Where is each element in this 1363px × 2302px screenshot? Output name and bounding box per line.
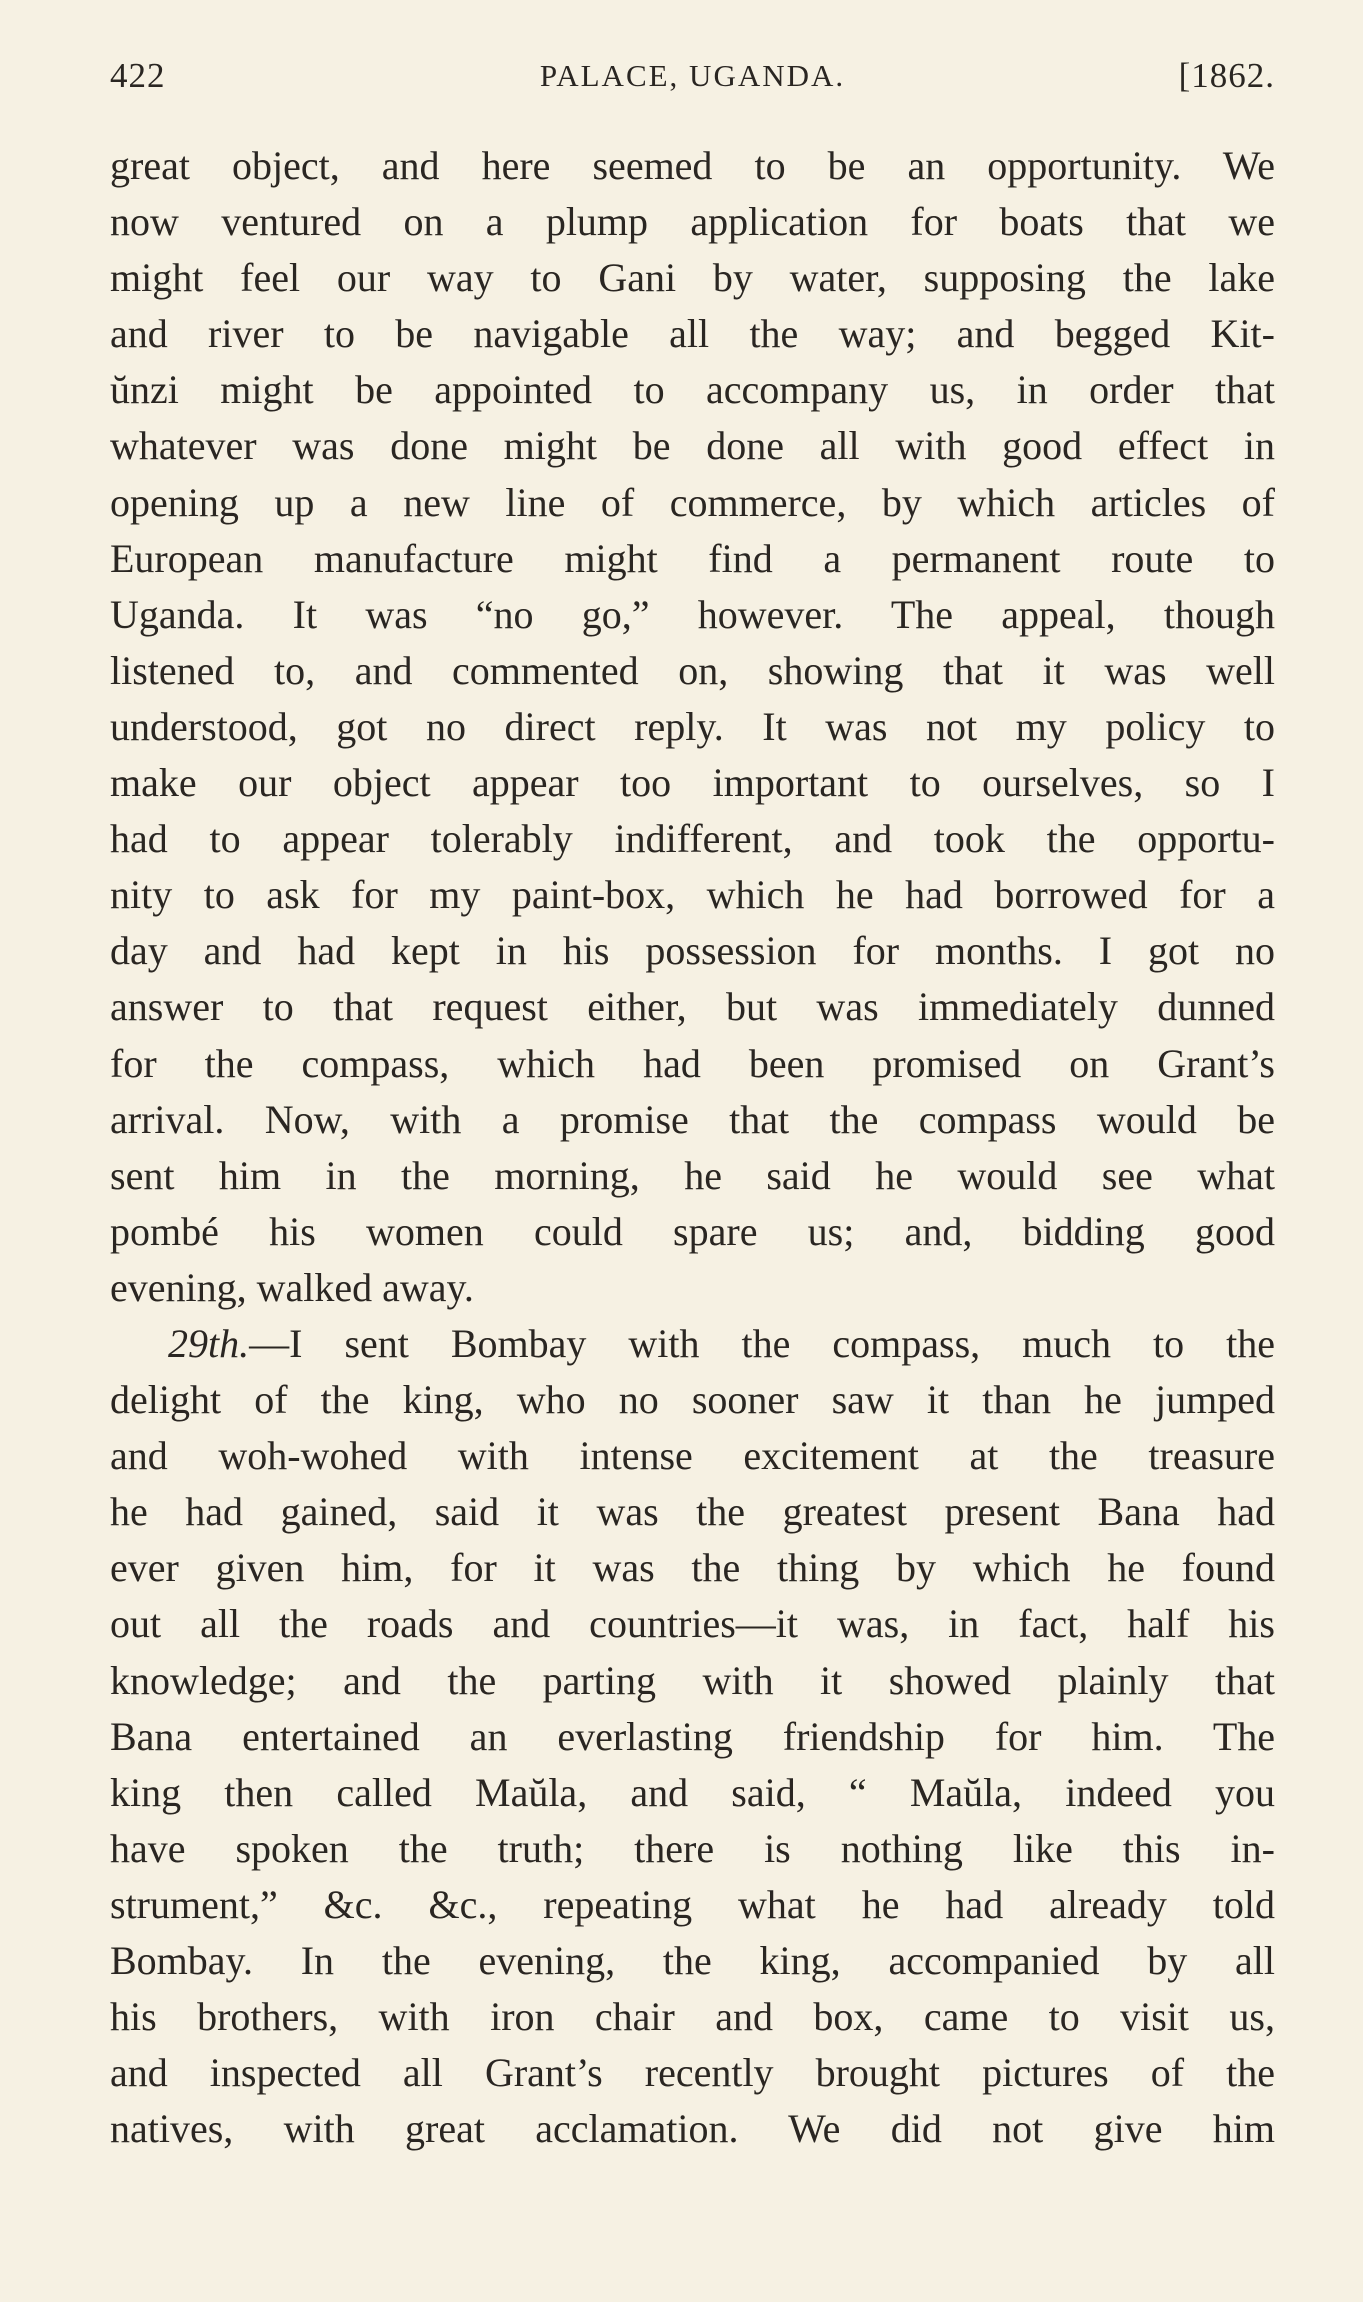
text-line: for the compass, which had been promised on Grant’s <box>110 1040 1275 1086</box>
text-line: opening up a new line of commerce, by which articles of <box>110 479 1275 525</box>
text-line: ŭnzi might be appointed to accompany us, in order that <box>110 367 1275 413</box>
text-line: have spoken the truth; there is nothing like this in- <box>110 1825 1275 1871</box>
text-line: might feel our way to Gani by water, supposing the lake <box>110 255 1275 301</box>
running-year: [1862. <box>1178 56 1275 95</box>
text-line: European manufacture might find a permanent route to <box>110 535 1275 581</box>
text-line: evening, walked away. <box>110 1264 474 1310</box>
text-line: strument,” &c. &c., repeating what he had already told <box>110 1881 1275 1927</box>
text-line: Bombay. In the evening, the king, accompanied by all <box>110 1938 1275 1983</box>
date-marker: 29th. <box>168 1320 250 1366</box>
text-line: listened to, and commented on, showing that it was well <box>110 647 1275 693</box>
page-number: 422 <box>110 56 166 95</box>
text-line: natives, with great acclamation. We did not give him <box>110 2106 1275 2152</box>
text-line: and woh-wohed with intense excitement at the treasure <box>110 1433 1275 1479</box>
text-line: answer to that request either, but was immediately dunned <box>110 984 1275 1030</box>
text-line: day and had kept in his possession for months. I got no <box>110 928 1275 974</box>
text-line: understood, got no direct reply. It was not my policy to <box>110 703 1275 749</box>
text-line: Uganda. It was “no go,” however. The appeal, though <box>110 591 1275 637</box>
text-line: knowledge; and the parting with it showed plainly that <box>110 1657 1275 1703</box>
text-line: whatever was done might be done all with good effect in <box>110 423 1275 469</box>
text-line: ever given him, for it was the thing by which he found <box>110 1545 1275 1591</box>
text-line: nity to ask for my paint-box, which he had borrowed for a <box>110 872 1275 918</box>
text-line: and river to be navigable all the way; and begged Kit- <box>110 311 1275 357</box>
text-line: great object, and here seemed to be an opportunity. We <box>110 143 1275 188</box>
running-title: PALACE, UGANDA. <box>539 58 846 93</box>
text-line: arrival. Now, with a promise that the compass would be <box>110 1096 1275 1142</box>
text-line: now ventured on a plump application for boats that we <box>110 199 1275 245</box>
text-line: sent him in the morning, he said he would see what <box>110 1152 1275 1198</box>
text-line: out all the roads and countries—it was, in fact, half his <box>110 1601 1275 1647</box>
text-line: pombé his women could spare us; and, bidding good <box>110 1208 1275 1254</box>
text-line: his brothers, with iron chair and box, came to visit us, <box>110 1994 1275 2040</box>
text-line: —I sent Bombay with the compass, much to the <box>249 1320 1275 1366</box>
running-head <box>110 52 1275 100</box>
text-line: Bana entertained an everlasting friendship for him. The <box>110 1713 1275 1759</box>
text-line: king then called Maŭla, and said, “ Maŭla, indeed you <box>110 1769 1275 1815</box>
text-line: and inspected all Grant’s recently brought pictures of the <box>110 2050 1275 2096</box>
text-line: he had gained, said it was the greatest present Bana had <box>110 1489 1275 1535</box>
text-line: had to appear tolerably indifferent, and took the opportu- <box>110 816 1275 862</box>
body-text <box>110 138 1275 2157</box>
text-line: delight of the king, who no sooner saw it than he jumped <box>110 1377 1275 1423</box>
paragraph-opening-line <box>110 1316 1275 1372</box>
text-line: make our object appear too important to ourselves, so I <box>110 760 1275 806</box>
